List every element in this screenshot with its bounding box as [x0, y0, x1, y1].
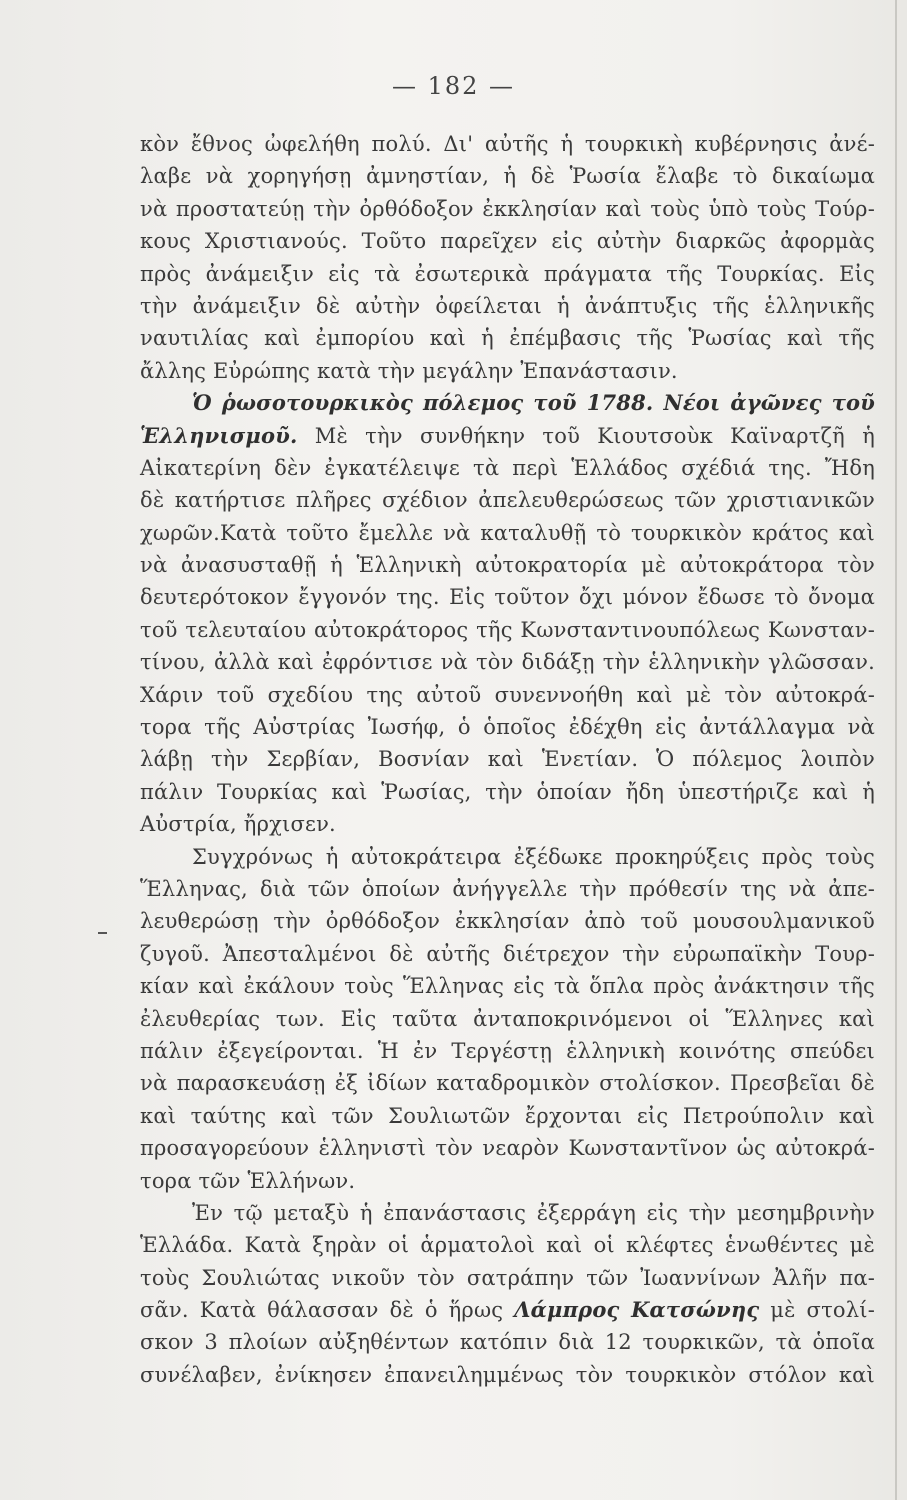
text-line: ἐλευθερίας των. Εἰς ταῦτα ἀνταποκρινόμενοι οἱ Ἕλληνες καὶ — [140, 1006, 875, 1031]
text-line: τοῦ τελευταίου αὐτοκράτορος τῆς Κωνσταντινουπόλεως Κωνσταν- — [140, 617, 875, 642]
text-line: νὰ προστατεύῃ τὴν ὀρθόδοξον ἐκκλησίαν καὶ τοὺς ὑπὸ τοὺς Τούρ- — [140, 196, 875, 221]
text-line: Συγχρόνως ἡ αὐτοκράτειρα ἐξέδωκε προκηρύξεις πρὸς τοὺς — [192, 844, 875, 869]
text-line: νὰ ἀνασυσταθῇ ἡ Ἑλληνικὴ αὐτοκρατορία μὲ αὐτοκράτορα τὸν — [140, 553, 875, 578]
text-line: λαβε νὰ χορηγήσῃ ἀμνηστίαν, ἡ δὲ Ῥωσία ἔλαβε τὸ δικαίωμα — [140, 164, 875, 189]
text-line: ζυγοῦ. Ἀπεσταλμένοι δὲ αὐτῆς διέτρεχον τὴν εὐρωπαϊκὴν Τουρ- — [140, 941, 875, 966]
text-line: τὴν ἀνάμειξιν δὲ αὐτὴν ὀφείλεται ἡ ἀνάπτυξις τῆς ἑλληνικῆς — [140, 293, 875, 318]
text-line: Αὐστρία, ἤρχισεν. — [140, 812, 336, 837]
text-line: σκον 3 πλοίων αὐξηθέντων κατόπιν διὰ 12 τουρκικῶν, τὰ ὁποῖα — [140, 1330, 875, 1355]
text-line: τορα τῆς Αὐστρίας Ἰωσήφ, ὁ ὁποῖος ἐδέχθη εἰς ἀντάλλαγμα νὰ — [140, 715, 875, 740]
text-line — [140, 420, 875, 452]
emphasized-name: Λάμπρος Κατσώνης — [514, 1297, 760, 1323]
text-line: τοὺς Σουλιώτας νικοῦν τὸν σατράπην τῶν Ἰωαννίνων Ἀλῆν πα- — [140, 1265, 875, 1290]
text-line: νὰ παρασκευάσῃ ἐξ ἰδίων καταδρομικὸν στολίσκον. Πρεσβεῖαι δὲ — [140, 1071, 875, 1096]
text-line: κὸν ἔθνος ὠφελήθη πολύ. Δι' αὐτῆς ἡ τουρκικὴ κυβέρνησις ἀνέ- — [140, 132, 875, 156]
text-line: κίαν καὶ ἐκάλουν τοὺς Ἕλληνας εἰς τὰ ὅπλα πρὸς ἀνάκτησιν τῆς — [140, 974, 875, 999]
heading-trailing-text: Μὲ τὴν συνθήκην τοῦ Κιουτσοὺκ Καϊναρτζῆ ἡ — [297, 423, 875, 448]
section-heading: Ὁ ῥωσοτουρκικὸς πόλεμος τοῦ 1788. Νέοι ἀγῶνες τοῦ — [192, 390, 875, 416]
page-number: — 182 — — [391, 72, 516, 100]
text-line: χωρῶν.Κατὰ τοῦτο ἔμελλε νὰ καταλυθῇ τὸ τουρκικὸν κράτος καὶ — [140, 520, 875, 545]
line-trailing-text: μὲ στολί- — [759, 1298, 875, 1323]
text-line: τορα τῶν Ἑλλήνων. — [140, 1168, 356, 1193]
text-line: Ἕλληνας, διὰ τῶν ὁποίων ἀνήγγελλε τὴν πρόθεσίν της νὰ ἀπε- — [140, 876, 875, 901]
section-heading-continued: Ἑλληνισμοῦ. — [140, 422, 298, 448]
text-line: πάλιν Τουρκίας καὶ Ῥωσίας, τὴν ὁποίαν ἤδη ὑπεστήριζε καὶ ἡ — [140, 779, 875, 804]
text-line: πρὸς ἀνάμειξιν εἰς τὰ ἐσωτερικὰ πράγματα τῆς Τουρκίας. Εἰς — [140, 261, 875, 286]
margin-mark — [98, 932, 107, 934]
text-line: τίνου, ἀλλὰ καὶ ἐφρόντισε νὰ τὸν διδάξῃ τὴν ἑλληνικὴν γλῶσσαν. — [140, 650, 875, 675]
text-line: δευτερότοκον ἔγγονόν της. Εἰς τοῦτον ὄχι μόνον ἔδωσε τὸ ὄνομα — [140, 585, 875, 610]
text-line: ἄλλης Εὐρώπης κατὰ τὴν μεγάλην Ἐπανάστασιν. — [140, 358, 678, 383]
text-line: καὶ ταύτης καὶ τῶν Σουλιωτῶν ἔρχονται εἰς Πετρούπολιν καὶ — [140, 1103, 875, 1128]
body-text — [140, 128, 875, 1391]
text-line: ναυτιλίας καὶ ἐμπορίου καὶ ἡ ἐπέμβασις τῆς Ῥωσίας καὶ τῆς — [140, 326, 875, 351]
text-line: δὲ κατήρτισε πλῆρες σχέδιον ἀπελευθερώσεως τῶν χριστιανικῶν — [140, 488, 875, 513]
text-line: Χάριν τοῦ σχεδίου της αὐτοῦ συνεννοήθη καὶ μὲ τὸν αὐτοκρά- — [140, 682, 875, 707]
text-line: συνέλαβεν, ἐνίκησεν ἐπανειλημμένως τὸν τουρκικὸν στόλον καὶ — [140, 1362, 875, 1387]
text-line: Ἐν τῷ μεταξὺ ἡ ἐπανάστασις ἐξερράγη εἰς τὴν μεσημβρινὴν — [192, 1200, 875, 1225]
text-line: κους Χριστιανούς. Τοῦτο παρεῖχεν εἰς αὐτὴν διαρκῶς ἀφορμὰς — [140, 229, 875, 254]
text-line: Αἰκατερίνη δὲν ἐγκατέλειψε τὰ περὶ Ἑλλάδος σχέδιά της. Ἤδη — [140, 455, 875, 480]
text-line: προσαγορεύουν ἑλληνιστὶ τὸν νεαρὸν Κωνσταντῖνον ὡς αὐτοκρά- — [140, 1136, 875, 1161]
text-line: πάλιν ἐξεγείρονται. Ἡ ἐν Τεργέστῃ ἑλληνικὴ κοινότης σπεύδει — [140, 1038, 875, 1063]
text-line: λευθερώσῃ τὴν ὀρθόδοξον ἐκκλησίαν ἀπὸ τοῦ μουσουλμανικοῦ — [140, 909, 875, 934]
text-line: Ἑλλάδα. Κατὰ ξηρὰν οἱ ἁρματολοὶ καὶ οἱ κλέφτες ἑνωθέντες μὲ — [140, 1233, 875, 1258]
page-edge-shadow — [895, 0, 897, 1500]
text-line — [140, 1294, 875, 1326]
text-line: λάβῃ τὴν Σερβίαν, Βοσνίαν καὶ Ἑνετίαν. Ὁ πόλεμος λοιπὸν — [140, 747, 875, 772]
line-lead-text: σᾶν. Κατὰ θάλασσαν δὲ ὁ ἥρως — [140, 1298, 515, 1323]
section-heading-line — [140, 387, 875, 419]
